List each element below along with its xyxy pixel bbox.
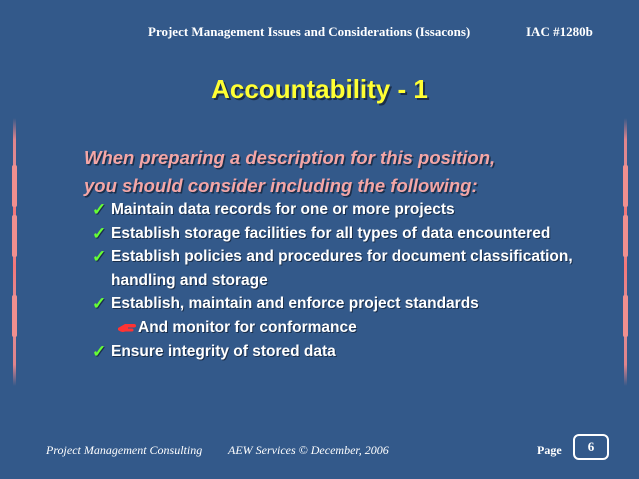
left-bar-accent [12,215,17,257]
checkmark-icon: ✓ [92,294,107,314]
checkmark-icon: ✓ [92,223,107,243]
right-bar-accent [623,215,628,257]
list-item [92,198,612,222]
footer-company: Project Management Consulting [46,443,203,457]
bullet-text: Establish, maintain and enforce project standards [111,295,479,313]
bullet-text: Establish policies and procedures for document classification, handling and storage [111,248,573,289]
checkmark-icon: ✓ [92,200,107,219]
bullet-text: Establish storage facilities for all types of data encountered [111,224,551,242]
right-bar-accent [623,165,628,207]
checkmark-icon: ✓ [92,341,107,361]
sub-list-item [92,316,612,340]
header-title: Project Management Issues and Considerations (Issacons) [148,24,471,39]
intro-line: you should consider including the following: [84,175,478,196]
page-label: Page [537,443,562,457]
page-number: 6 [573,434,609,460]
right-bar-accent [623,295,628,337]
bullet-text: Maintain data records for one or more projects [111,201,455,218]
footer-copyright: AEW Services © December, 2006 [228,443,389,457]
bullet-text: Ensure integrity of stored data [111,342,336,360]
header-code: IAC #1280b [526,24,593,39]
slide-title: Accountability - 1 [211,74,428,104]
intro-line: When preparing a description for this position, [84,147,496,168]
bullet-list [92,198,612,363]
list-item [92,222,612,246]
checkmark-icon: ✓ [92,247,107,267]
list-item [92,292,612,316]
sub-bullet-text: And monitor for conformance [138,318,357,336]
list-item [92,245,612,292]
intro-text [84,144,604,200]
left-bar-accent [12,295,17,337]
left-bar-accent [12,165,17,207]
pointing-hand-icon [118,322,136,334]
list-item [92,340,612,364]
